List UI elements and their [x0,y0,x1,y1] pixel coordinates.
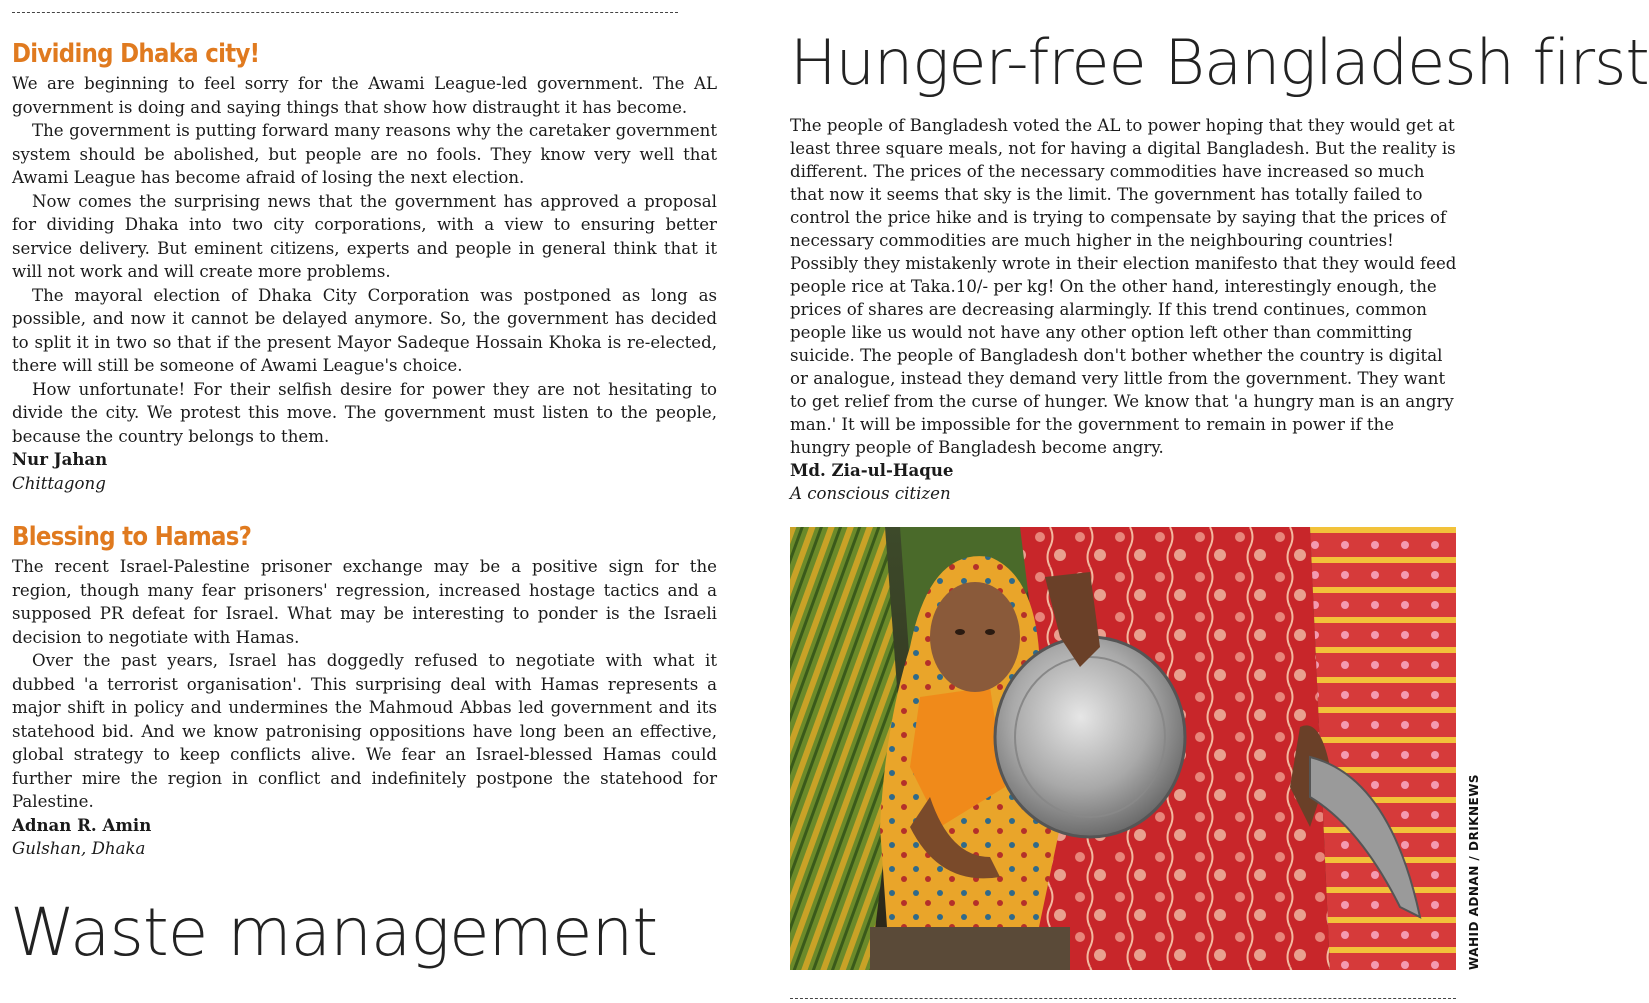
feature-author: Md. Zia-ul-Haque [790,460,954,480]
letter-paragraph: The government is putting forward many reasons why the caretaker government system should be abolished, but people are no fools. They know very well that Awami League has become afraid of losing the next election. [12,121,717,187]
waste-management-headline: Waste management [10,894,658,971]
letter-paragraph: The mayoral election of Dhaka City Corporation was postponed as long as possible, and now it cannot be delayed anymore. So, the government has decided to split it in two so that if the present Mayor Sadeque Hossain Khoka is re-elected, there will still be someone of Awami League's choice. [12,285,717,375]
feature-paragraph: The people of Bangladesh voted the AL to power hoping that they would get at least three square meals, not for having a digital Bangladesh. But the reality is different. The prices of the necessary commodities have increased so much that now it seems that sky is the limit. The government has totally failed to control the price hike and is trying to compensate by saying that the prices of necessary commodities are much higher in the neighbouring countries! Possibly they mistakenly wrote in their election manifesto that they would feed people rice at Taka.10/- per kg! On the other hand, interestingly enough, the prices of shares are decreasing alarmingly. If this trend continues, common people like us would not have any other option left other than committing suicide. The people of Bangladesh don't bother whether the country is digital or analogue, instead they demand very little from the government. They want to get relief from the curse of hunger. We know that 'a hungry man is an angry man.' It will be impossible for the government to remain in power if the hungry people of Bangladesh become angry. [790,116,1457,457]
photo-credit-text: WAHID ADNAN / DRIKNEWS [1467,773,1481,970]
letter-place: Chittagong [12,473,106,493]
letter-paragraph: Now comes the surprising news that the government has approved a proposal for dividing Dhaka into two city corporations, with a view to ensuring better service delivery. But eminent citizens, experts and people in general think that it will not work and will create more problems. [12,191,717,281]
letter-paragraph: Over the past years, Israel has doggedly refused to negotiate with what it dubbed 'a terrorist organisation'. This surprising deal with Hamas represents a major shift in policy and undermines the Mahmoud Abbas led government and its statehood bid. And we know patronising oppositions have long been an effective, global strategy to keep conflicts alive. We fear an Israel-blessed Hamas could further mire the region in conflict and indefinitely postpone the statehood for Palestine. [12,651,717,811]
letter-paragraph: How unfortunate! For their selfish desire for power they are not hesitating to divide the city. We protest this move. The government must listen to the people, because the country belongs to them. [12,379,717,446]
letter-author: Adnan R. Amin [12,814,152,835]
feature-body [790,114,1458,505]
right-column [790,26,1649,505]
letter-body [12,72,717,448]
feature-place: A conscious citizen [790,484,951,503]
letter-blessing-hamas [12,519,717,861]
feature-photo [790,527,1456,970]
feature-headline: Hunger-free Bangladesh first [790,26,1649,99]
letter-author: Nur Jahan [12,449,108,469]
photo-credit [1458,527,1484,970]
letter-paragraph: The recent Israel-Palestine prisoner exchange may be a positive sign for the region, though many fear prisoners' regression, increased hostage tactics and a supposed PR defeat for Israel. What may be interesting to ponder is the Israeli decision to negotiate with Hamas. [12,557,717,647]
bottom-dashed-divider [790,998,1456,1000]
left-column [12,36,717,861]
letter-title: Blessing to Hamas? [12,522,252,552]
letter-dividing-dhaka [12,36,717,495]
photo-illustration [790,527,1456,970]
letter-body [12,555,717,814]
letter-title: Dividing Dhaka city! [12,39,260,69]
letter-paragraph: We are beginning to feel sorry for the Awami League-led government. The AL government is doing and saying things that show how distraught it has become. [12,74,717,117]
top-dashed-divider [12,0,678,13]
letter-place: Gulshan, Dhaka [12,839,146,858]
